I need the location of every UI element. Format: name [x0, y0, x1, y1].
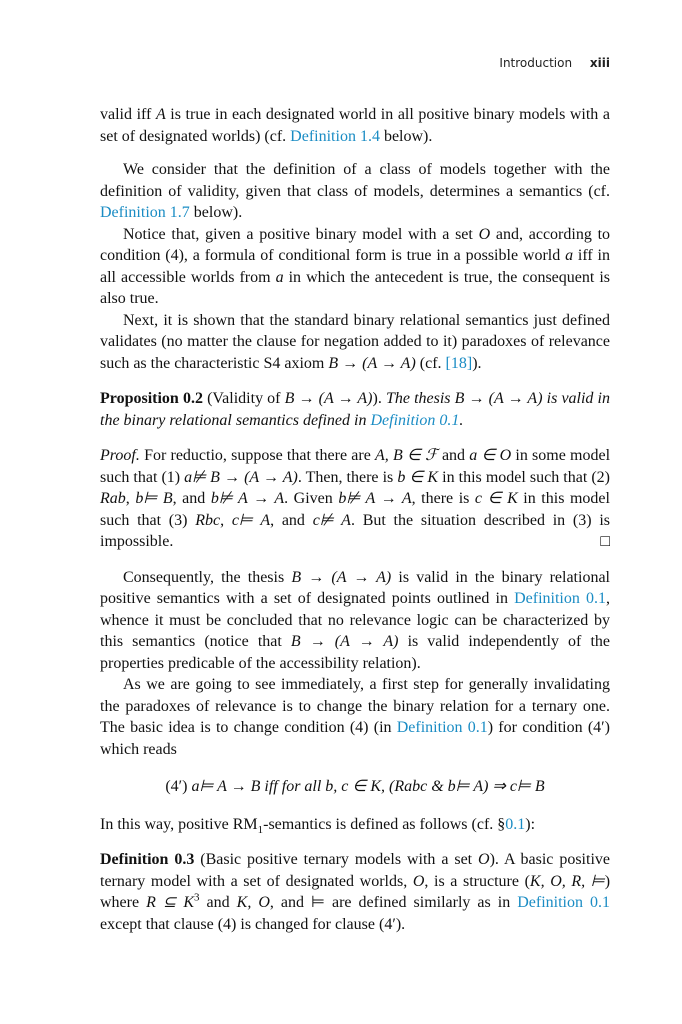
paragraph-validity: valid iff A is true in each designated world in all positive binary models with a set of designated worlds) (cf. Definition 1.4 below).	[100, 106, 610, 145]
paragraph-ternary: As we are going to see immediately, a first step for generally invalidating the paradoxes of relevance is to change the binary relation for a ternary one. The basic idea is to change condition (4) (in Definition 0.1) for condition (4′) which reads	[100, 676, 611, 758]
page-body	[100, 104, 610, 935]
running-header	[499, 56, 610, 70]
link-definition-1-4[interactable]: Definition 1.4	[290, 127, 380, 145]
link-section-0-1[interactable]: 0.1	[505, 815, 526, 833]
header-section-title: Introduction	[499, 56, 573, 70]
page-number: xiii	[589, 56, 610, 70]
link-ref-18[interactable]: [18]	[445, 354, 473, 372]
proof: Proof. For reductio, suppose that there are A, B ∈ ℱ and a ∈ O in some model such that (1) a⊭ B → (A → A). Then, there is b ∈ K in this model such that (2) Rab, b⊨ B, and b⊭ A → A. Given b⊭ A → A, there is c ∈ K in this model such that (3) Rbc, c⊨ A, and c⊭ A. But the situation described in (3) is impossible. □	[100, 445, 610, 553]
paragraph-notice: Notice that, given a positive binary model with a set O and, according to condition (4), a formula of conditional form is true in a possible world a iff in all accessible worlds from a in which the antecedent is true, the consequent is also true.	[100, 225, 611, 307]
definition-label: Definition 0.3	[100, 851, 195, 868]
proof-label: Proof.	[100, 447, 140, 464]
formula-condition-4-prime: (4′) a⊨ A → B iff for all b, c ∈ K, (Rabc & b⊨ A) ⇒ c⊨ B	[165, 778, 545, 795]
definition-0-3: Definition 0.3 (Basic positive ternary models with a set O). A basic positive ternary model with a set of designated worlds, O, is a structure (K, O, R, ⊨) where R ⊆ $K^3$ and K, O, and ⊨ are defined similarly as in Definition 0.1 except that clause (4) is changed for clause (4′).	[100, 851, 611, 933]
paragraph-consequently: Consequently, the thesis B → (A → A) is valid in the binary relational positive semantics with a set of designated points outlined in Definition 0.1, whence it must be concluded that no relevance logic can be characterized by this semantics (notice that B → (A → A) is valid independently of the properties predicable of the accessibility relation).	[100, 568, 611, 672]
proposition-0-2: Proposition 0.2 (Validity of B → (A → A)). The thesis B → (A → A) is valid in the binary relational semantics defined in Definition 0.1.	[100, 390, 610, 429]
paragraph-next: Next, it is shown that the standard binary relational semantics just defined validates (no matter the clause for negation added to it) paradoxes of relevance such as the characteristic S4 axiom B → (A → A) (cf. [18]).	[100, 311, 610, 372]
link-definition-0-1[interactable]: Definition 0.1	[514, 590, 607, 607]
link-definition-0-1[interactable]: Definition 0.1	[396, 719, 488, 736]
link-definition-0-1[interactable]: Definition 0.1	[370, 411, 460, 429]
proposition-label: Proposition 0.2	[100, 390, 203, 407]
link-definition-0-1[interactable]: Definition 0.1	[517, 894, 610, 911]
paragraph-rm1: In this way, positive $RM_1$-semantics is defined as follows (cf. §0.1):	[100, 815, 536, 836]
qed-symbol: □	[600, 533, 610, 550]
link-definition-1-7[interactable]: Definition 1.7	[100, 204, 190, 221]
paragraph-semantics: We consider that the definition of a class of models together with the definition of validity, given that class of models, determines a semantics (cf. Definition 1.7 below).	[100, 161, 610, 221]
